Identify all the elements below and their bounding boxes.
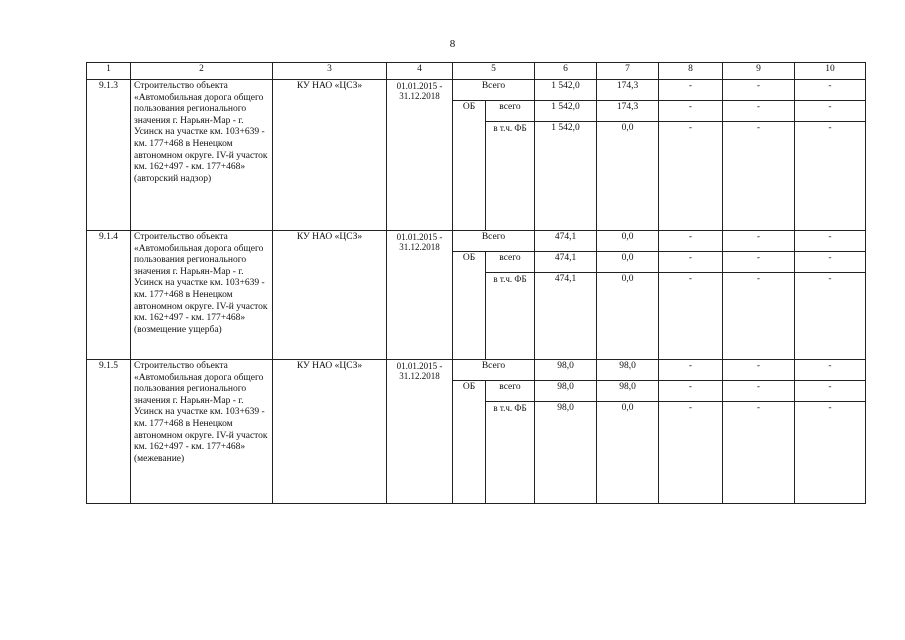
vsego-label: всего (486, 381, 535, 402)
header-cell: 3 (273, 63, 387, 80)
header-cell: 4 (387, 63, 453, 80)
entry-id: 9.1.5 (87, 360, 131, 504)
value-c8: - (659, 252, 723, 273)
value-c9: - (723, 402, 795, 504)
value-c6: 1 542,0 (535, 122, 597, 231)
value-c7: 98,0 (597, 381, 659, 402)
vsego-label: всего (486, 101, 535, 122)
value-c8: - (659, 122, 723, 231)
value-c7: 174,3 (597, 101, 659, 122)
entry-period: 01.01.2015 - 31.12.2018 (387, 360, 453, 504)
value-c8: - (659, 101, 723, 122)
value-c9: - (723, 273, 795, 360)
header-cell: 9 (723, 63, 795, 80)
total-label: Всего (453, 360, 535, 381)
total-label: Всего (453, 80, 535, 101)
table-row (87, 80, 866, 101)
entry-executor: КУ НАО «ЦСЗ» (273, 360, 387, 504)
value-c10: - (795, 273, 866, 360)
header-cell: 2 (131, 63, 273, 80)
header-cell: 1 (87, 63, 131, 80)
value-c8: - (659, 402, 723, 504)
value-c8: - (659, 80, 723, 101)
table-row (87, 360, 866, 381)
value-c9: - (723, 122, 795, 231)
value-c9: - (723, 101, 795, 122)
entry-id: 9.1.3 (87, 80, 131, 231)
entry-executor: КУ НАО «ЦСЗ» (273, 231, 387, 360)
value-c6: 1 542,0 (535, 101, 597, 122)
value-c6: 98,0 (535, 402, 597, 504)
ob-label: ОБ (453, 252, 486, 360)
header-cell: 6 (535, 63, 597, 80)
value-c6: 98,0 (535, 360, 597, 381)
table-row (87, 231, 866, 252)
ob-label: ОБ (453, 101, 486, 231)
header-cell: 10 (795, 63, 866, 80)
fb-label: в т.ч. ФБ (486, 273, 535, 360)
value-c8: - (659, 231, 723, 252)
value-c10: - (795, 402, 866, 504)
entry-name: Строительство объекта «Автомобильная дорога общего пользования регионального значения г. Нарьян-Мар - г. Усинск на участке км. 103+639 - км. 177+468 в Ненецком автономном округе. IV-й участок км. 162+497 - км. 177+468» (межевание) (131, 360, 273, 504)
value-c9: - (723, 381, 795, 402)
entry-name: Строительство объекта «Автомобильная дорога общего пользования регионального значения г. Нарьян-Мар - г. Усинск на участке км. 103+639 - км. 177+468 в Ненецком автономном округе. IV-й участок км. 162+497 - км. 177+468» (возмещение ущерба) (131, 231, 273, 360)
value-c9: - (723, 80, 795, 101)
value-c10: - (795, 80, 866, 101)
value-c6: 474,1 (535, 231, 597, 252)
value-c7: 0,0 (597, 402, 659, 504)
ob-label: ОБ (453, 381, 486, 504)
value-c9: - (723, 231, 795, 252)
value-c7: 0,0 (597, 122, 659, 231)
value-c10: - (795, 252, 866, 273)
value-c10: - (795, 360, 866, 381)
value-c10: - (795, 381, 866, 402)
value-c7: 98,0 (597, 360, 659, 381)
value-c6: 98,0 (535, 381, 597, 402)
value-c7: 0,0 (597, 252, 659, 273)
fb-label: в т.ч. ФБ (486, 402, 535, 504)
entry-name: Строительство объекта «Автомобильная дорога общего пользования регионального значения г. Нарьян-Мар - г. Усинск на участке км. 103+639 - км. 177+468 в Ненецком автономном округе. IV-й участок км. 162+497 - км. 177+468» (авторский надзор) (131, 80, 273, 231)
page-number: 8 (449, 38, 456, 50)
value-c10: - (795, 101, 866, 122)
value-c8: - (659, 360, 723, 381)
header-cell: 8 (659, 63, 723, 80)
value-c9: - (723, 252, 795, 273)
fb-label: в т.ч. ФБ (486, 122, 535, 231)
header-cell: 5 (453, 63, 535, 80)
value-c8: - (659, 273, 723, 360)
header-cell: 7 (597, 63, 659, 80)
header-row (87, 63, 866, 80)
value-c7: 174,3 (597, 80, 659, 101)
value-c10: - (795, 122, 866, 231)
program-table (86, 62, 866, 504)
value-c7: 0,0 (597, 273, 659, 360)
vsego-label: всего (486, 252, 535, 273)
value-c6: 474,1 (535, 273, 597, 360)
value-c8: - (659, 381, 723, 402)
value-c6: 474,1 (535, 252, 597, 273)
value-c9: - (723, 360, 795, 381)
value-c10: - (795, 231, 866, 252)
total-label: Всего (453, 231, 535, 252)
value-c6: 1 542,0 (535, 80, 597, 101)
entry-id: 9.1.4 (87, 231, 131, 360)
entry-period: 01.01.2015 - 31.12.2018 (387, 231, 453, 360)
entry-executor: КУ НАО «ЦСЗ» (273, 80, 387, 231)
value-c7: 0,0 (597, 231, 659, 252)
entry-period: 01.01.2015 - 31.12.2018 (387, 80, 453, 231)
